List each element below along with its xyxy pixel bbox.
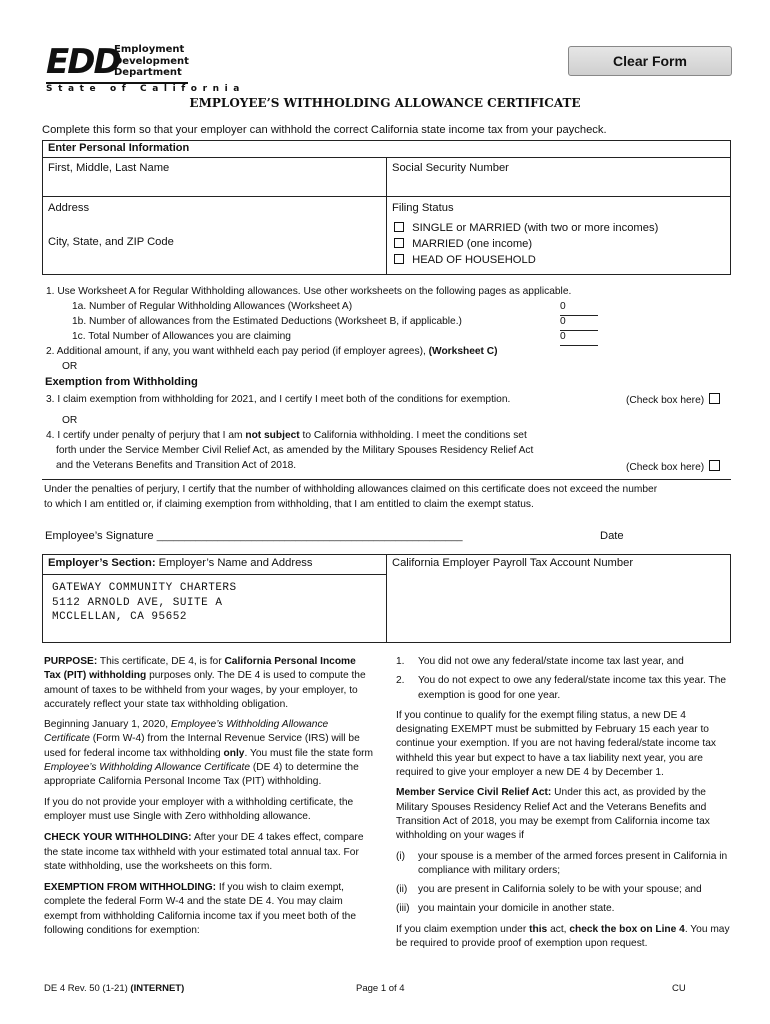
condition-1: 1. You did not owe any federal/state income tax last year, and	[396, 656, 684, 667]
line-2[interactable]	[46, 345, 498, 360]
line-4-e: and the Veterans Benefits and Transition Act of 2018.	[56, 460, 297, 471]
line-4	[46, 429, 527, 444]
employer-section-label: Employer’s Section:	[48, 557, 156, 569]
signature-line: _______________________________________________________	[156, 531, 463, 542]
signature-label: Employee’s Signature	[45, 530, 154, 542]
employer-divider-horizontal	[42, 574, 387, 575]
condition-2: 2. You do not expect to owe any federal/state income tax this year. The exemption is good for one year.	[396, 675, 727, 701]
logo-line-department: Department	[114, 67, 182, 78]
line-4-a: 4. I certify under penalty of perjury that I am	[46, 430, 243, 441]
perjury-line-2: to which I am entitled or, if claiming exemption from withholding, that I am entitled to claim the exempt status.	[44, 499, 534, 510]
perjury-divider	[42, 479, 731, 480]
employer-name: GATEWAY COMMUNITY CHARTERS	[52, 582, 237, 594]
name-field[interactable]: First, Middle, Last Name	[48, 162, 170, 174]
condition-i: (i) your spouse is a member of the armed forces present in California in compliance with military orders;	[396, 850, 728, 876]
footer-page-number: Page 1 of 4	[356, 983, 405, 994]
checkbox-line-4[interactable]	[709, 460, 720, 471]
line-4-check-label: (Check box here)	[626, 462, 705, 473]
filing-option-hoh-label: HEAD OF HOUSEHOLD	[412, 254, 536, 266]
signature-date[interactable]: Date	[600, 530, 624, 542]
line-1c-value[interactable]: 0	[560, 330, 598, 346]
msc-paragraph: Member Service Civil Relief Act: Under this act, as provided by the Military Spouses Residency Relief Act and the Veterans Benefits and Transition Act of 2018, you may be exempt from California income tax withholding on your wages if	[396, 787, 710, 842]
edd-logo-text	[114, 44, 189, 79]
checkbox-married[interactable]	[394, 238, 404, 248]
employer-name-label	[48, 557, 312, 569]
if-not-paragraph: If you do not provide your employer with a withholding certificate, the employer must use Single with Zero withholding allowance.	[44, 796, 354, 822]
personal-info-header: Enter Personal Information	[48, 142, 190, 154]
claim-paragraph: If you claim exemption under this act, check the box on Line 4. You may be required to provide proof of exemption upon request.	[396, 923, 730, 950]
exemption-header: Exemption from Withholding	[45, 376, 198, 388]
line-4-c: to California withholding. I meet the conditions set	[302, 430, 527, 441]
form-title: EMPLOYEE’S WITHHOLDING ALLOWANCE CERTIFICATE	[189, 96, 581, 110]
logo-line-development: Development	[114, 55, 189, 67]
footer-cu: CU	[672, 983, 686, 994]
line-2-text: 2. Additional amount, if any, you want withheld each pay period (if employer agrees),	[46, 346, 426, 357]
filing-status-label: Filing Status	[392, 202, 454, 214]
filing-option-single-label: SINGLE or MARRIED (with two or more incomes)	[412, 222, 659, 234]
line-1b: 1b. Number of allowances from the Estimated Deductions (Worksheet B, if applicable.)	[72, 316, 462, 327]
intro-text: Complete this form so that your employer can withhold the correct California state income tax from your paycheck.	[42, 124, 607, 136]
purpose-paragraph: PURPOSE: This certificate, DE 4, is for California Personal Income Tax (PIT) withholding purposes only. The DE 4 is used to compute the amount of taxes to be withheld from your wages, by your employer, to accurately reflect your state tax withholding obligation.	[44, 656, 366, 710]
checkbox-line-3[interactable]	[709, 393, 720, 404]
beginning-paragraph: Beginning January 1, 2020, Employee’s Withholding Allowance Certificate (Form W-4) from the Internal Revenue Service (IRS) will be used for federal income tax withholding only. You must file the state form Employee’s Withholding Allowance Certificate (DE 4) to determine the appropriate California Personal Income Tax (PIT) withholding.	[44, 719, 374, 788]
line-3-check-label: (Check box here)	[626, 395, 705, 406]
condition-iii: (iii) you maintain your domicile in another state.	[396, 903, 615, 915]
line-1a-value[interactable]: 0	[560, 300, 598, 316]
footer-form-number: DE 4 Rev. 50 (1-21) (INTERNET)	[44, 983, 185, 994]
edd-logo-mark: EDD	[46, 42, 120, 82]
logo-line-employment: Employment	[114, 44, 185, 55]
line-4-d: forth under the Service Member Civil Relief Act, as amended by the Military Spouses Residency Relief Act	[56, 445, 534, 456]
line-1a: 1a. Number of Regular Withholding Allowances (Worksheet A)	[72, 301, 353, 312]
checkbox-head-of-household[interactable]	[394, 254, 404, 264]
condition-ii: (ii) you are present in California solely to be with your spouse; and	[396, 884, 702, 896]
line-1b-value[interactable]: 0	[560, 315, 598, 331]
continue-paragraph: If you continue to qualify for the exempt filing status, a new DE 4 designating EXEMPT must be submitted by February 15 each year to continue your exemption. If you are not having federal/state income tax withheld this year but expect to have a tax liability next year, you are required to give your employer a new DE 4 by December 1.	[396, 709, 716, 779]
employer-divider-vertical	[386, 554, 387, 643]
personal-divider-horizontal	[42, 196, 731, 197]
line-1: 1. Use Worksheet A for Regular Withholding allowances. Use other worksheets on the following pages as applicable.	[46, 286, 572, 297]
filing-option-married-label: MARRIED (one income)	[412, 238, 533, 250]
clear-form-button[interactable]: Clear Form	[568, 46, 732, 76]
line-1c: 1c. Total Number of Allowances you are claiming	[72, 331, 291, 342]
employer-name-address-field[interactable]	[52, 581, 237, 625]
or-2: OR	[62, 415, 78, 426]
instructions-left-column	[44, 655, 374, 938]
checkbox-single[interactable]	[394, 222, 404, 232]
perjury-line-1: Under the penalties of perjury, I certify that the number of withholding allowances claimed on this certificate does not exceed the number	[44, 484, 658, 495]
line-2-worksheet: (Worksheet C)	[428, 346, 498, 357]
personal-divider-vertical	[386, 158, 387, 275]
logo-state-of-california: State of California	[46, 84, 245, 94]
filing-option-hoh[interactable]	[394, 254, 536, 266]
employer-account-field[interactable]: California Employer Payroll Tax Account Number	[392, 557, 634, 569]
city-state-zip-field[interactable]: City, State, and ZIP Code	[48, 236, 174, 248]
filing-option-single[interactable]	[394, 222, 658, 234]
line-4-not-subject: not subject	[245, 430, 300, 441]
line-3-check[interactable]	[626, 393, 720, 409]
exemption-paragraph: EXEMPTION FROM WITHHOLDING: If you wish to claim exempt, complete the federal Form W-4 and the state DE 4. You may claim exempt from withholding California income tax if you meet both of the following conditions for exemption:	[44, 882, 357, 937]
employer-address-1: 5112 ARNOLD AVE, SUITE A	[52, 596, 223, 609]
employer-name-address-label: Employer’s Name and Address	[158, 557, 313, 569]
check-withholding-paragraph: CHECK YOUR WITHHOLDING: After your DE 4 takes effect, compare the state income tax withheld with your estimated total annual tax. For state withholding, use the worksheets on this form.	[44, 832, 364, 872]
line-4-check[interactable]	[626, 460, 720, 476]
filing-option-married[interactable]	[394, 238, 532, 250]
employer-address-2: MCCLELLAN, CA 95652	[52, 611, 187, 623]
line-3: 3. I claim exemption from withholding for 2021, and I certify I meet both of the conditions for exemption.	[46, 394, 511, 405]
address-field[interactable]: Address	[48, 202, 90, 214]
or-1: OR	[62, 361, 78, 372]
instructions-right-column	[396, 655, 730, 951]
employee-signature[interactable]	[45, 530, 463, 542]
ssn-field[interactable]: Social Security Number	[392, 162, 509, 174]
